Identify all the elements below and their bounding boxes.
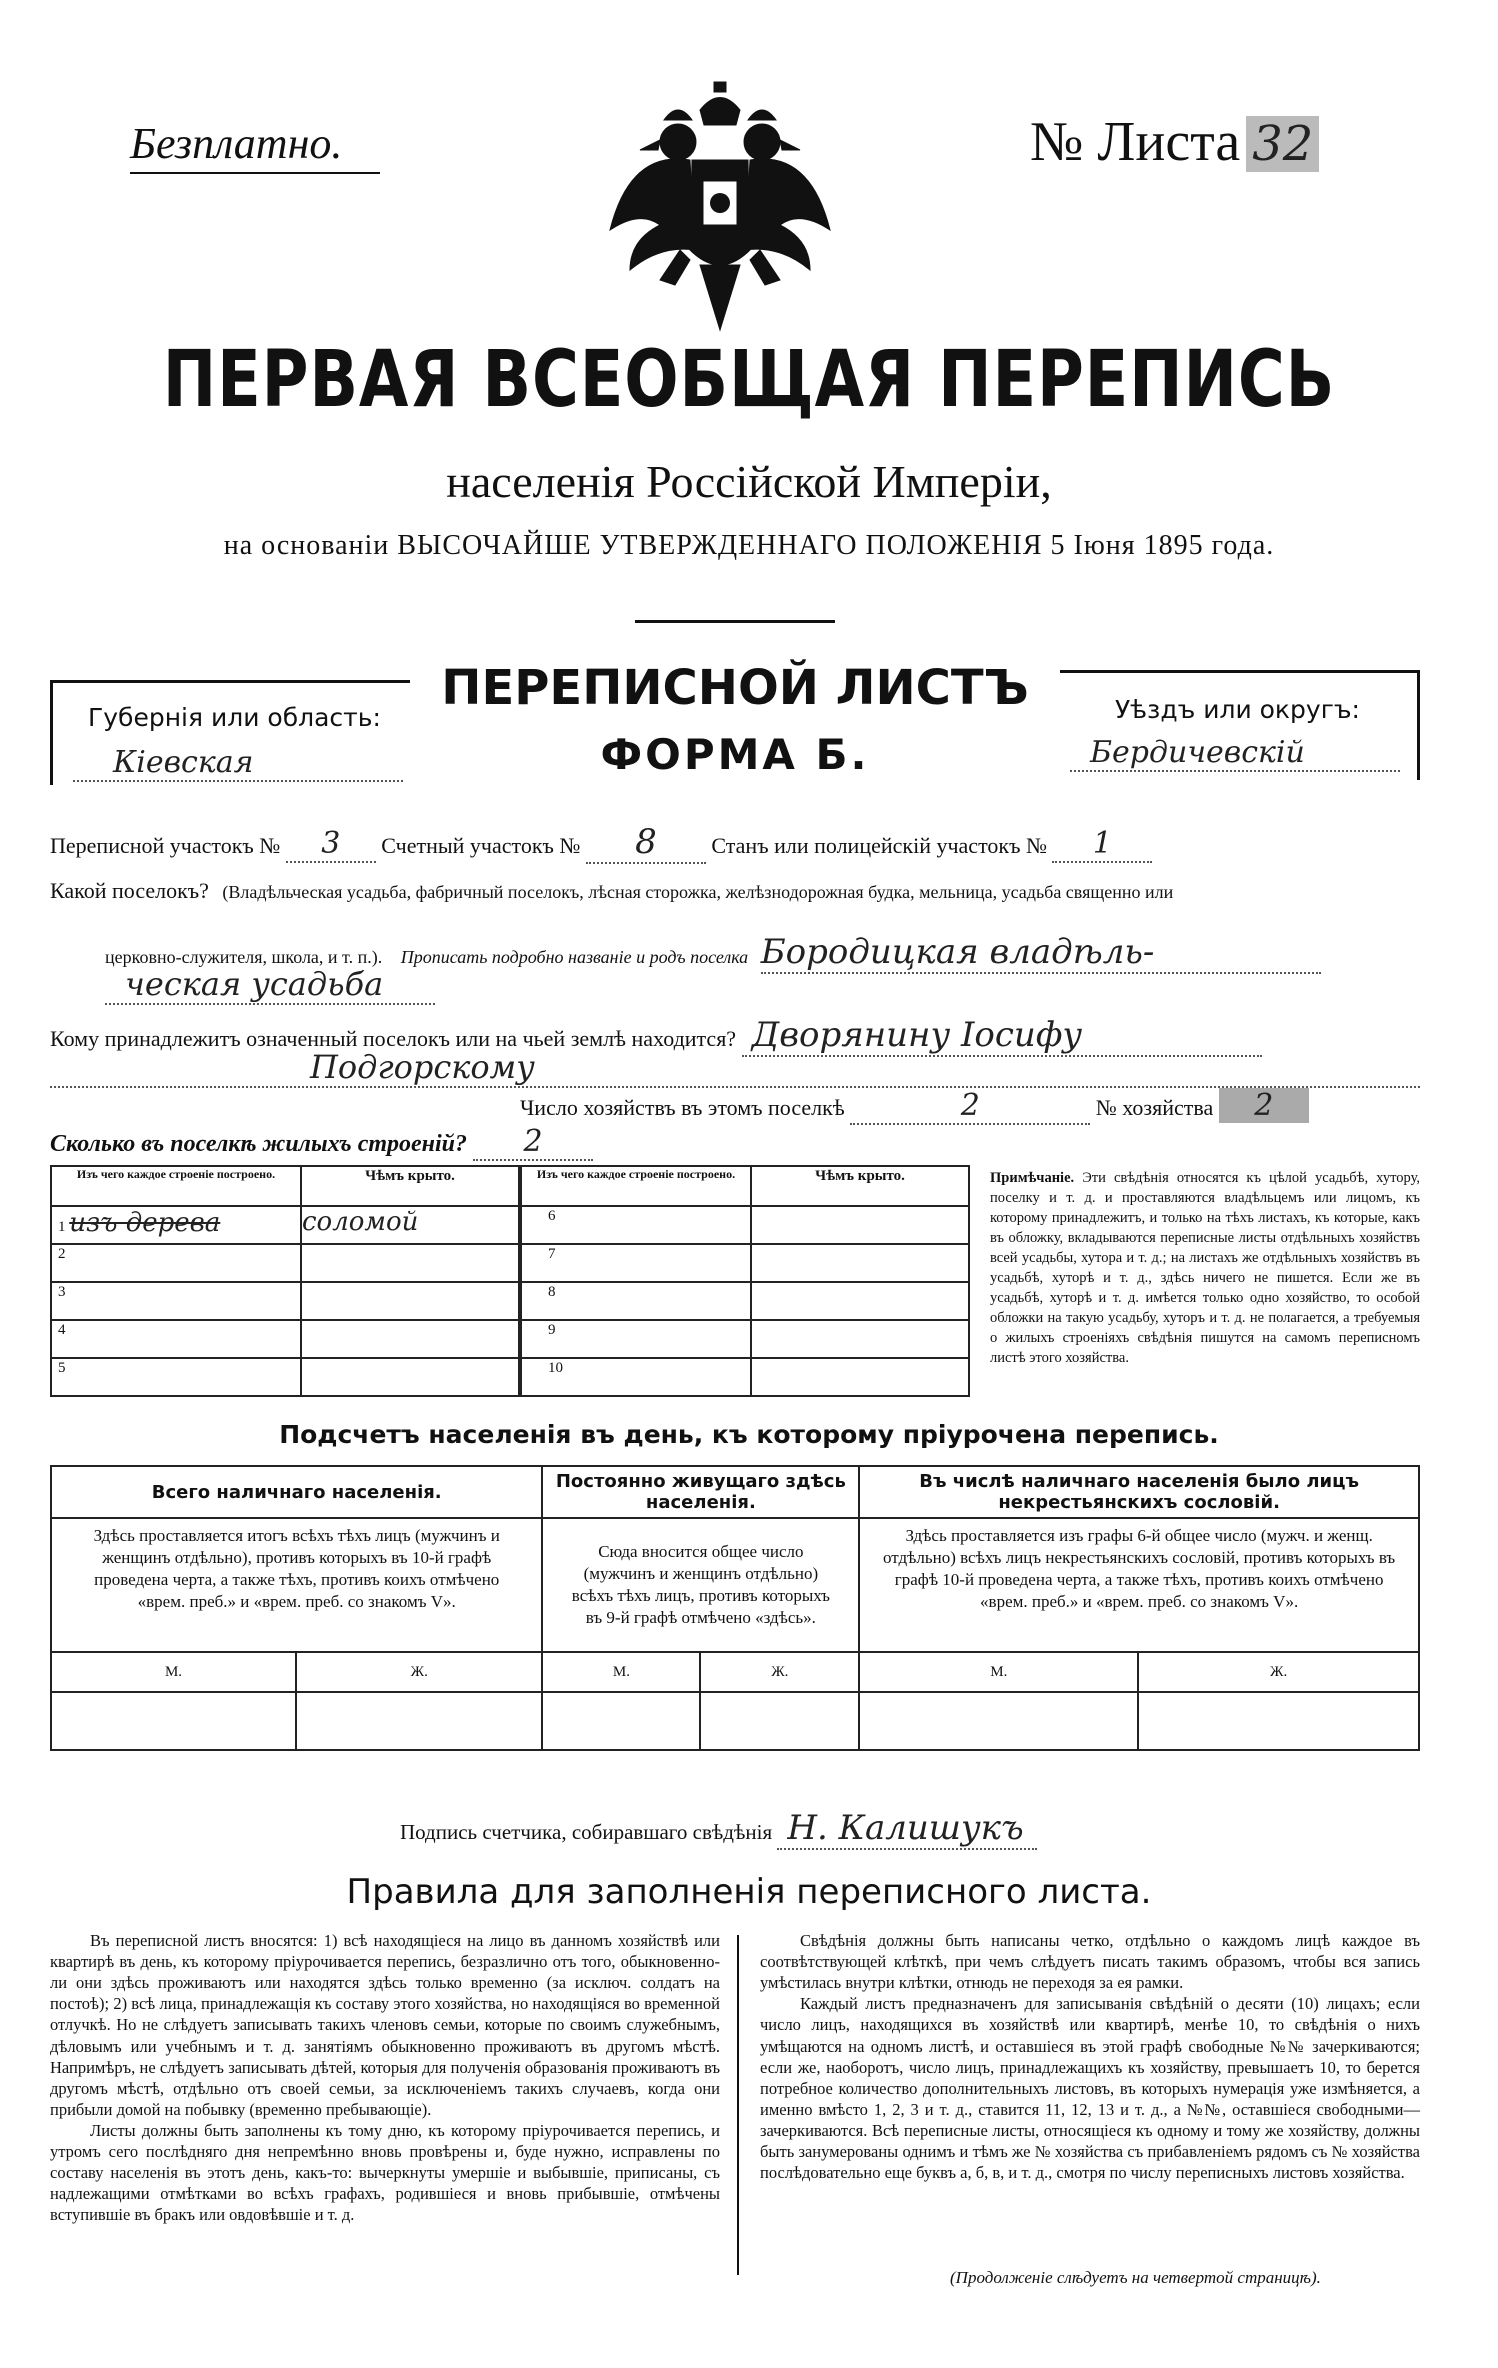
col2-title: Постоянно живущаго здѣсь населенія. bbox=[542, 1466, 859, 1518]
table-row bbox=[521, 1244, 969, 1282]
rules-left-p1: Въ переписной листъ вносятся: 1) всѣ находящіеся на лицо въ данномъ хозяйствѣ или квартирѣ въ день, къ которому пріурочивается перепись, безразлично отъ того, обыкновенно-ли они здѣсь проживаютъ или находятся здѣсь только временно (за исключ. солдатъ на постоѣ); 2) всѣ лица, принадлежащія къ составу этого хозяйства, но находящіяся во временной отлучкѣ. Но не слѣдуетъ записывать такихъ членовъ семьи, которые по своимъ служебнымъ, дѣловымъ или учебнымъ и т. д. занятіямъ обыкновенно проживаютъ въ другомъ мѣстѣ. Напримѣръ, не слѣдуетъ записывать дѣтей, которыя для полученія образованія проживаютъ въ другомъ мѣстѣ, отдѣльно отъ своей семьи, за исключеніемъ такихъ случаевъ, когда они прибыли домой на побывку (временно пребывающіе). bbox=[50, 1931, 720, 2119]
table-cell[interactable] bbox=[751, 1320, 969, 1358]
table-cell[interactable] bbox=[301, 1320, 519, 1358]
table-row bbox=[51, 1358, 519, 1396]
settlement-value-1[interactable]: Бородицкая владѣль- bbox=[761, 932, 1321, 974]
col-roof-header: Чѣмъ крыто. bbox=[751, 1166, 969, 1206]
province-box bbox=[50, 680, 410, 785]
household-no-label: № хозяйства bbox=[1095, 1095, 1214, 1120]
settlement-label: Какой поселокъ? bbox=[50, 878, 209, 903]
col2-f-value[interactable] bbox=[700, 1692, 859, 1750]
col-material-header: Изъ чего каждое строеніе построено. bbox=[51, 1166, 301, 1206]
col1-f-value[interactable] bbox=[296, 1692, 542, 1750]
table-cell[interactable] bbox=[301, 1244, 519, 1282]
note-block bbox=[990, 1168, 1420, 1368]
settlement-hint-2: церковно-служителя, школа, и т. п.). bbox=[105, 947, 383, 967]
buildings-table-right bbox=[520, 1165, 970, 1397]
buildings-table-left bbox=[50, 1165, 520, 1397]
col3-m-value[interactable] bbox=[859, 1692, 1138, 1750]
buildings-line bbox=[50, 1124, 950, 1161]
divider bbox=[635, 620, 835, 623]
rules-left-p2: Листы должны быть заполнены къ тому дню, къ которому пріурочивается перепись, и утромъ сего послѣдняго дня непремѣнно вновь провѣрены и, буде нужно, исправлены по составу населенія въ этотъ день, какъ-то: вычеркнуты умершіе и выбывшіе, приписаны, съ надлежащими отмѣтками во всѣхъ графахъ, родившіеся и вновь прибывшіе, отмѣчены вступившіе въ бракъ или овдовѣвшіе и т. д. bbox=[50, 2120, 720, 2225]
district-box bbox=[1060, 670, 1420, 780]
subtitle: населенія Россійской Имперіи, bbox=[446, 456, 1052, 507]
count-area-label: Счетный участокъ № bbox=[381, 833, 581, 858]
col3-f-value[interactable] bbox=[1138, 1692, 1419, 1750]
note-text: Эти свѣдѣнія относятся къ цѣлой усадьбѣ, хутору, поселку и т. д. и проставляются владѣльцемъ или лицомъ, къ которому принадлежитъ, и только на тѣхъ листахъ, къ которые, какъ въ обложку, вкладываются переписные листы отдѣльныхъ хозяйствъ всей усадьбы, хутора и т. д.; на листахъ же отдѣльныхъ хозяйствъ въ усадьбѣ, хуторѣ и т. д., здѣсь ничего не пишется. Если же въ усадьбѣ, хуторѣ и т. д. имѣется только одно хозяйство, то особой обложки на такую усадьбу, хуторъ и т. д. не полагается, а требуемыя о жилыхъ строеніяхъ свѣдѣнія пишутся на самомъ переписномъ листѣ этого хозяйства. bbox=[990, 1170, 1421, 1366]
table-row bbox=[51, 1244, 519, 1282]
table-cell[interactable] bbox=[751, 1358, 969, 1396]
col1-title: Всего наличнаго населенія. bbox=[51, 1466, 542, 1518]
table-cell[interactable]: 10 bbox=[521, 1358, 751, 1396]
col2-m-header: М. bbox=[542, 1652, 700, 1692]
census-area-value[interactable]: 3 bbox=[286, 826, 376, 863]
rules-right-column bbox=[760, 1930, 1420, 2183]
province-value[interactable]: Кіевская bbox=[73, 745, 403, 782]
district-label: Уѣздъ или округъ: bbox=[1115, 695, 1360, 724]
col3-title: Въ числѣ наличнаго населенія было лицъ некрестьянскихъ сословій. bbox=[859, 1466, 1419, 1518]
sheet-title: ПЕРЕПИСНОЙ ЛИСТЪ bbox=[441, 660, 1029, 716]
col3-m-header: М. bbox=[859, 1652, 1138, 1692]
settlement-line bbox=[50, 878, 1450, 904]
form-label: ФОРМА Б. bbox=[600, 730, 870, 779]
census-area-label: Переписной участокъ № bbox=[50, 833, 281, 858]
table-cell[interactable] bbox=[751, 1244, 969, 1282]
buildings-label: Сколько въ поселкѣ жилыхъ строеній? bbox=[50, 1131, 467, 1157]
rules-right-p1: Свѣдѣнія должны быть написаны четко, отдѣльно о каждомъ лицѣ каждое въ соотвѣтствующей клѣткѣ, при чемъ слѣдуетъ писать такимъ образомъ, чтобы вся запись умѣстилась внутри клѣтки, отнюдь не переходя за ея рамки. bbox=[760, 1931, 1420, 1993]
population-table bbox=[50, 1465, 1420, 1751]
area-line bbox=[50, 822, 1270, 862]
col1-text: Здѣсь проставляется итогъ всѣхъ тѣхъ лицъ (мужчинъ и женщинъ отдѣльно), противъ которыхъ въ 10-й графѣ проведена черта, а также тѣхъ, противъ коихъ отмѣчено «врем. преб.» и «врем. преб. со знакомъ V». bbox=[51, 1518, 542, 1652]
table-cell[interactable] bbox=[301, 1358, 519, 1396]
population-heading: Подсчетъ населенія въ день, къ которому пріурочена перепись. bbox=[279, 1420, 1219, 1449]
table-cell[interactable]: 6 bbox=[521, 1206, 751, 1244]
table-cell[interactable]: 1 изъ дерева bbox=[51, 1206, 301, 1244]
table-row bbox=[51, 1282, 519, 1320]
continued-note: (Продолженіе слѣдуетъ на четвертой страницѣ). bbox=[950, 2268, 1321, 2287]
main-title: ПЕРВАЯ ВСЕОБЩАЯ ПЕРЕПИСЬ bbox=[162, 335, 1336, 425]
table-row bbox=[51, 1692, 1419, 1750]
table-cell[interactable]: 5 bbox=[51, 1358, 301, 1396]
col3-f-header: Ж. bbox=[1138, 1652, 1419, 1692]
buildings-value[interactable]: 2 bbox=[473, 1124, 593, 1161]
col1-m-value[interactable] bbox=[51, 1692, 296, 1750]
note-title: Примѣчаніе. bbox=[990, 1170, 1075, 1186]
count-area-value[interactable]: 8 bbox=[586, 822, 706, 864]
sheet-number-value: 32 bbox=[1246, 116, 1319, 172]
col1-m-header: М. bbox=[51, 1652, 296, 1692]
basis-line: на основаніи ВЫСОЧАЙШЕ УТВЕРЖДЕННАГО ПОЛОЖЕНІЯ 5 Іюня 1895 года. bbox=[223, 530, 1275, 561]
owner-value-1[interactable]: Дворянину Іосифу bbox=[742, 1015, 1262, 1057]
table-cell[interactable] bbox=[301, 1282, 519, 1320]
free-label: Безплатно. bbox=[130, 119, 343, 168]
table-row bbox=[51, 1206, 519, 1244]
signature-line bbox=[400, 1808, 1200, 1850]
table-cell[interactable]: 3 bbox=[51, 1282, 301, 1320]
col-material-header: Изъ чего каждое строеніе построено. bbox=[521, 1166, 751, 1206]
table-row bbox=[51, 1320, 519, 1358]
settlement-hint: (Владѣльческая усадьба, фабричный поселокъ, лѣсная сторожка, желѣзнодорожная будка, мельница, усадьба священно или bbox=[222, 882, 1174, 902]
table-row bbox=[521, 1320, 969, 1358]
col2-f-header: Ж. bbox=[700, 1652, 859, 1692]
households-value[interactable]: 2 bbox=[850, 1088, 1090, 1125]
households-label: Число хозяйствъ въ этомъ поселкѣ bbox=[520, 1095, 845, 1120]
rules-left-column bbox=[50, 1930, 720, 2226]
roof-value[interactable]: соломой bbox=[301, 1206, 519, 1244]
double-headed-eagle-icon bbox=[600, 80, 840, 340]
district-value[interactable]: Бердичевскій bbox=[1070, 735, 1400, 772]
table-cell[interactable] bbox=[751, 1282, 969, 1320]
households-line bbox=[520, 1088, 1420, 1125]
rules-right-p2: Каждый листъ предназначенъ для записыванія свѣдѣній о десяти (10) лицахъ; если число лицъ, находящихся въ хозяйствѣ или квартирѣ, менѣе 10, то свѣдѣнія о нихъ умѣщаются на одномъ листѣ, и оставшіеся въ этой графѣ свободные №№ зачеркиваются; если же, наоборотъ, число лицъ, принадлежащихъ къ хозяйству, превышаетъ 10, то берется потребное количество дополнительныхъ листовъ, въ которыхъ нумерація уже измѣняется, а именно вмѣсто 1, 2, 3 и т. д., ставится 11, 12, 13 и т. д., а №№, оставшіеся свободными—зачеркиваются. Всѣ переписные листы, относящіеся къ одному и тому же хозяйству, должны быть занумерованы однимъ и тѣмъ же № хозяйства съ прибавленіемъ рядомъ съ № хозяйства послѣдовательно еще буквъ а, б, в, и т. д., смотря по числу переписныхъ листовъ хозяйства. bbox=[760, 1994, 1420, 2183]
table-cell[interactable]: 2 bbox=[51, 1244, 301, 1282]
col2-text: Сюда вносится общее число (мужчинъ и женщинъ отдѣльно) всѣхъ тѣхъ лицъ, противъ которыхъ въ 9-й графѣ отмѣчено «здѣсь». bbox=[542, 1518, 859, 1652]
rules-divider bbox=[737, 1935, 739, 2275]
camp-value[interactable]: 1 bbox=[1052, 826, 1152, 863]
table-cell[interactable]: 9 bbox=[521, 1320, 751, 1358]
signature-value[interactable]: Н. Калишукъ bbox=[777, 1808, 1037, 1850]
table-cell[interactable] bbox=[751, 1206, 969, 1244]
material-value[interactable]: изъ дерева bbox=[69, 1208, 221, 1238]
col-roof-header: Чѣмъ крыто. bbox=[301, 1166, 519, 1206]
table-row bbox=[521, 1358, 969, 1396]
rules-title: Правила для заполненія переписного листа. bbox=[346, 1872, 1152, 1912]
col2-m-value[interactable] bbox=[542, 1692, 700, 1750]
col3-text: Здѣсь проставляется изъ графы 6-й общее число (мужч. и женщ. отдѣльно) всѣхъ лицъ некрестьянскихъ сословій, противъ которыхъ въ графѣ 10-й проведена черта, а также тѣхъ, противъ коихъ отмѣчено «врем. преб.» и «врем. преб. со знакомъ V». bbox=[859, 1518, 1419, 1652]
settlement-value-2[interactable]: ческая усадьба bbox=[105, 965, 435, 1005]
province-label: Губернія или область: bbox=[88, 703, 381, 732]
owner-label: Кому принадлежитъ означенный поселокъ или на чьей землѣ находится? bbox=[50, 1026, 737, 1051]
table-row bbox=[521, 1206, 969, 1244]
table-row bbox=[521, 1282, 969, 1320]
signature-label: Подпись счетчика, собиравшаго свѣдѣнія bbox=[400, 1820, 773, 1844]
household-no-value[interactable]: 2 bbox=[1219, 1088, 1309, 1123]
free-underline bbox=[130, 172, 380, 174]
camp-label: Станъ или полицейскій участокъ № bbox=[711, 833, 1047, 858]
sheet-number-label: № Листа 32 bbox=[1030, 110, 1319, 174]
table-cell[interactable]: 8 bbox=[521, 1282, 751, 1320]
settlement-instruction: Прописать подробно названіе и родъ поселка bbox=[400, 947, 749, 967]
table-cell[interactable]: 4 bbox=[51, 1320, 301, 1358]
owner-value-2[interactable]: Подгорскому bbox=[50, 1048, 1420, 1088]
col1-f-header: Ж. bbox=[296, 1652, 542, 1692]
table-cell[interactable]: 7 bbox=[521, 1244, 751, 1282]
